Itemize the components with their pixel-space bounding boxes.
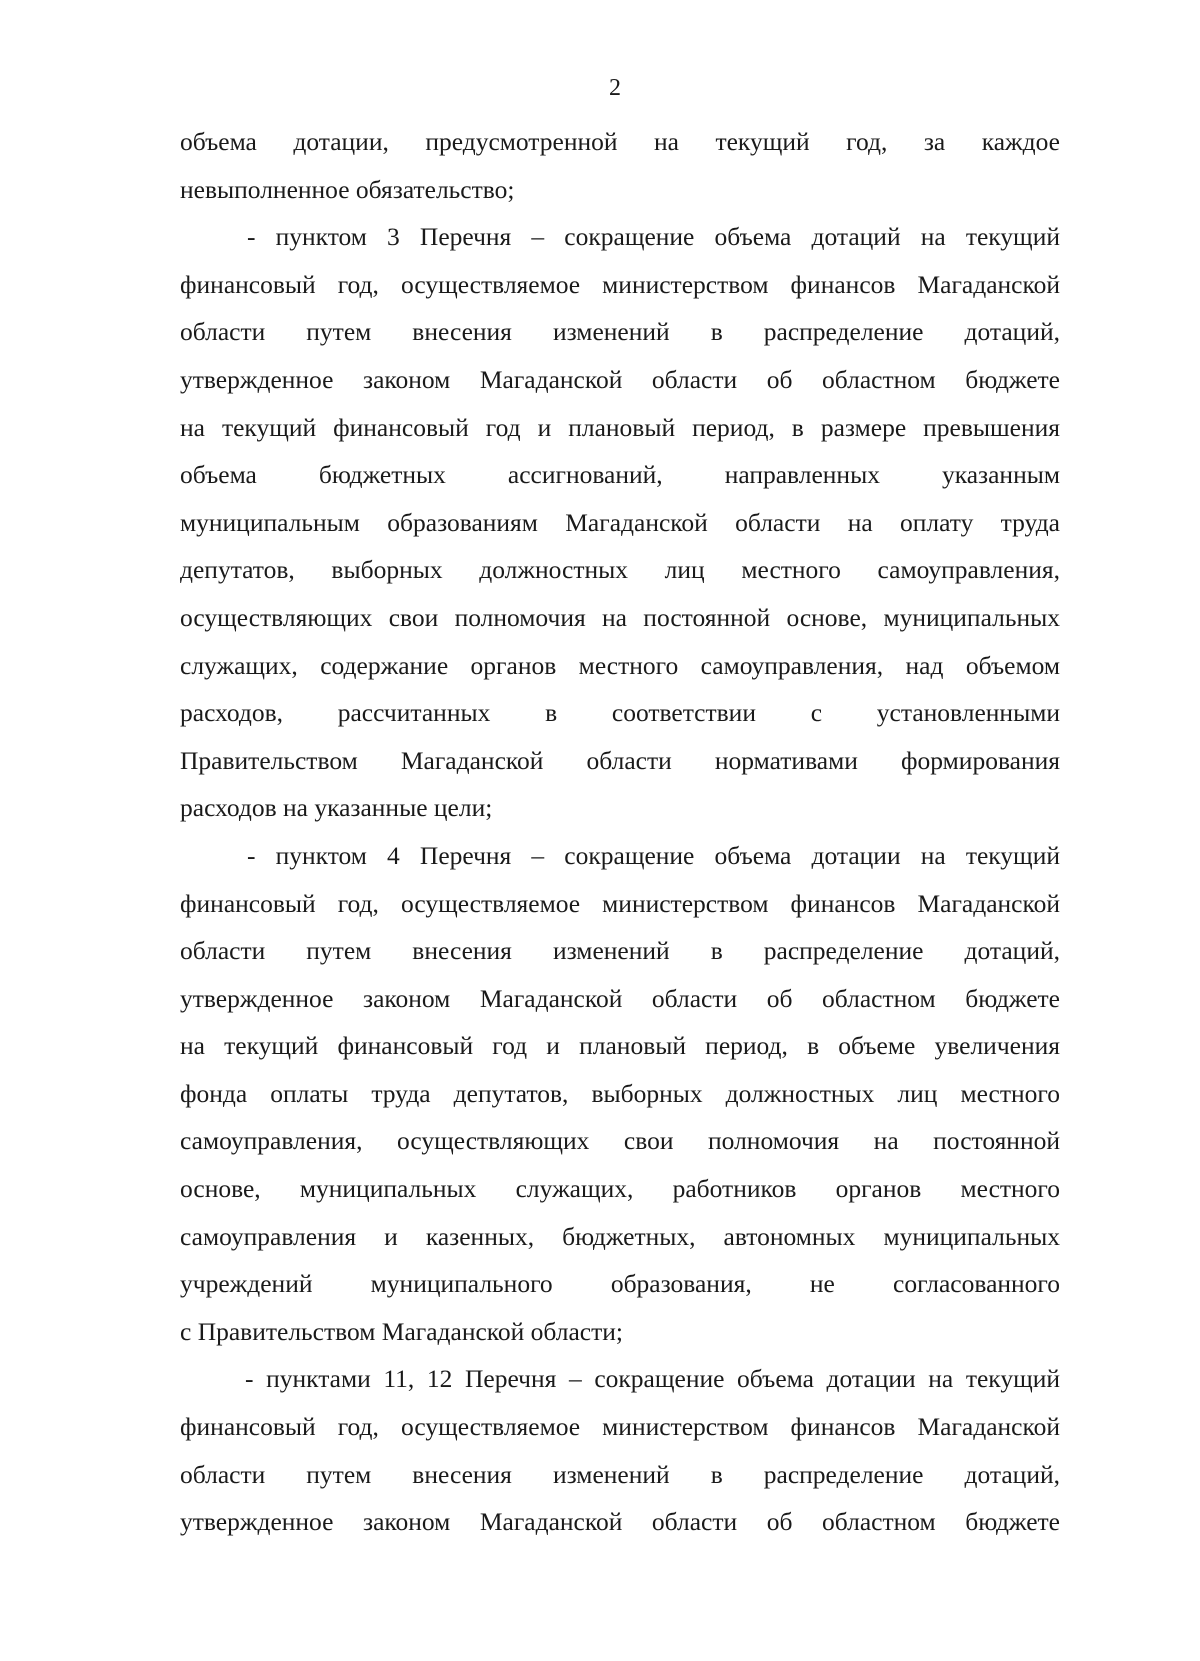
text-line: - пунктом 3 Перечня – сокращение объема дотаций на текущий — [247, 222, 1060, 252]
document-body — [180, 118, 1060, 1546]
text-line: учреждений муниципального образования, не согласованного — [180, 1269, 1060, 1299]
text-line: области путем внесения изменений в распределение дотаций, — [180, 936, 1060, 966]
text-line: объема дотации, предусмотренной на текущий год, за каждое — [180, 127, 1060, 156]
text-line: утвержденное законом Магаданской области об областном бюджете — [180, 1507, 1060, 1537]
text-line: самоуправления и казенных, бюджетных, автономных муниципальных — [180, 1221, 1060, 1251]
text-line: муниципальным образованиям Магаданской области на оплату труда — [180, 507, 1060, 537]
text-line: области путем внесения изменений в распределение дотаций, — [180, 317, 1060, 347]
text-line: - пунктами 11, 12 Перечня – сокращение объема дотации на текущий — [245, 1364, 1060, 1394]
text-line: осуществляющих свои полномочия на постоянной основе, муниципальных — [180, 602, 1060, 632]
text-line: на текущий финансовый год и плановый период, в объеме увеличения — [180, 1031, 1060, 1061]
text-line: расходов, рассчитанных в соответствии с установленными — [180, 698, 1060, 728]
text-line: утвержденное законом Магаданской области об областном бюджете — [180, 983, 1060, 1013]
text-line: финансовый год, осуществляемое министерством финансов Магаданской — [180, 888, 1060, 918]
text-line: служащих, содержание органов местного самоуправления, над объемом — [180, 650, 1060, 680]
text-line: на текущий финансовый год и плановый период, в размере превышения — [180, 412, 1060, 442]
text-line: невыполненное обязательство; — [180, 174, 515, 204]
text-line: Правительством Магаданской области нормативами формирования — [180, 745, 1060, 775]
text-line: - пунктом 4 Перечня – сокращение объема дотации на текущий — [247, 840, 1060, 870]
text-line: основе, муниципальных служащих, работников органов местного — [180, 1174, 1060, 1204]
text-line: финансовый год, осуществляемое министерством финансов Магаданской — [180, 1412, 1060, 1442]
page-number: 2 — [609, 75, 621, 101]
text-line: финансовый год, осуществляемое министерством финансов Магаданской — [180, 269, 1060, 299]
text-line: утвержденное законом Магаданской области об областном бюджете — [180, 364, 1060, 394]
text-line: объема бюджетных ассигнований, направленных указанным — [180, 460, 1060, 490]
text-line: расходов на указанные цели; — [180, 793, 493, 823]
text-line: фонда оплаты труда депутатов, выборных должностных лиц местного — [180, 1078, 1060, 1108]
text-line: самоуправления, осуществляющих свои полномочия на постоянной — [180, 1126, 1060, 1156]
text-line: депутатов, выборных должностных лиц местного самоуправления, — [180, 555, 1060, 585]
text-line: с Правительством Магаданской области; — [180, 1316, 624, 1346]
text-line: области путем внесения изменений в распределение дотаций, — [180, 1459, 1060, 1489]
